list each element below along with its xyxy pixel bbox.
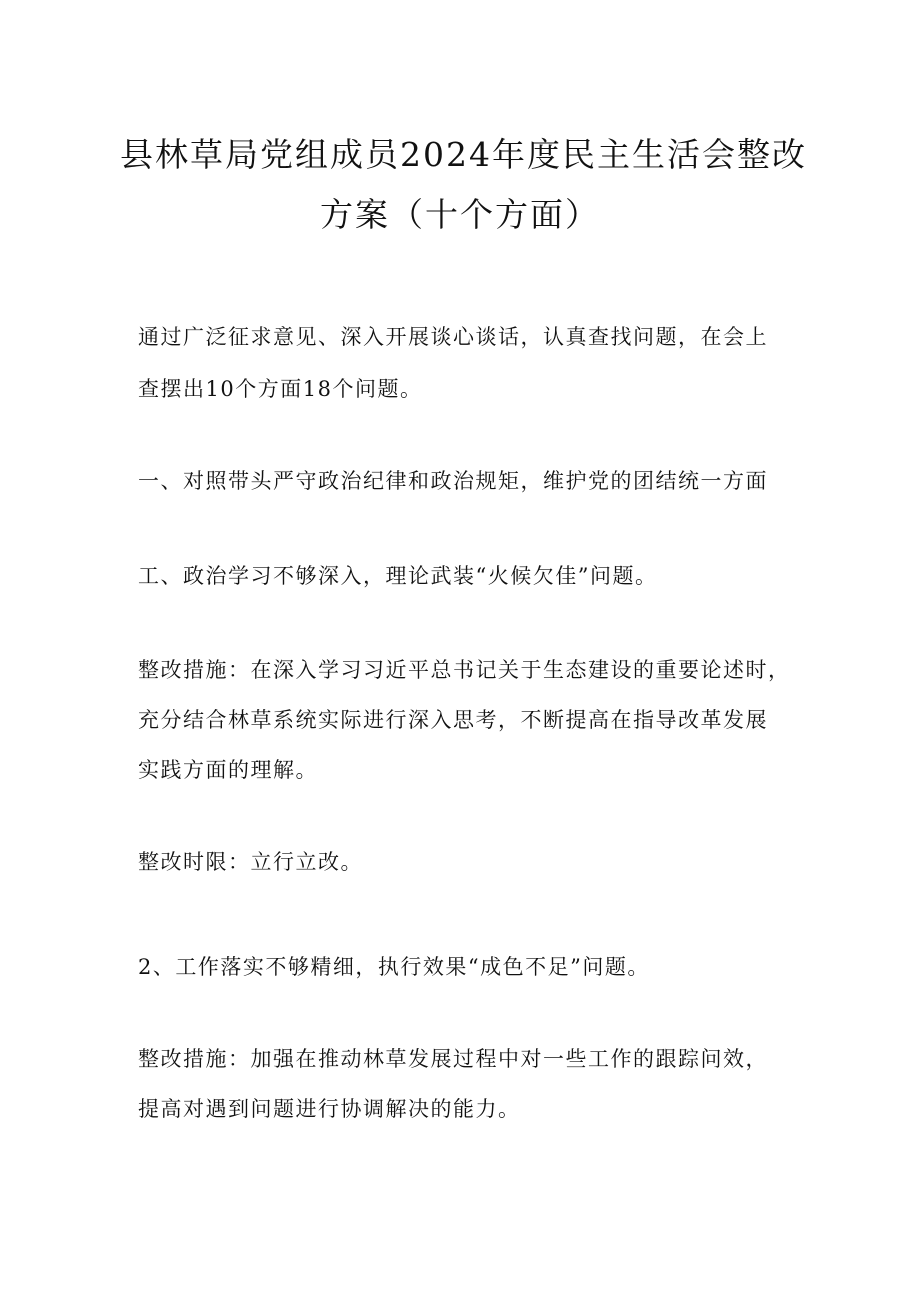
item-2-measure-line-2: 提高对遇到问题进行协调解决的能力。: [138, 1097, 521, 1121]
item-1-deadline: 整改时限：立行立改。: [138, 850, 363, 874]
document-title-line-2: 方案（十个方面）: [320, 195, 600, 234]
intro-paragraph-line-1: 通过广泛征求意见、深入开展谈心谈话，认真查找问题，在会上: [138, 325, 768, 349]
item-1-measure-line-1: 整改措施：在深入学习习近平总书记关于生态建设的重要论述时，: [138, 658, 791, 682]
intro-paragraph-line-2: 查摆出10个方面18个问题。: [138, 377, 423, 401]
item-2-measure-line-1: 整改措施：加强在推动林草发展过程中对一些工作的跟踪问效，: [138, 1047, 768, 1071]
document-title-line-1: 县林草局党组成员2024年度民主生活会整改: [120, 135, 807, 174]
item-2-problem: 2、工作落实不够精细，执行效果“成色不足”问题。: [138, 955, 650, 979]
item-1-measure-line-3: 实践方面的理解。: [138, 758, 318, 782]
item-1-problem: 工、政治学习不够深入，理论武装“火候欠佳”问题。: [138, 564, 658, 588]
section-1-heading: 一、对照带头严守政治纪律和政治规矩，维护党的团结统一方面: [138, 469, 768, 493]
item-1-measure-line-2: 充分结合林草系统实际进行深入思考，不断提高在指导改革发展: [138, 708, 768, 732]
